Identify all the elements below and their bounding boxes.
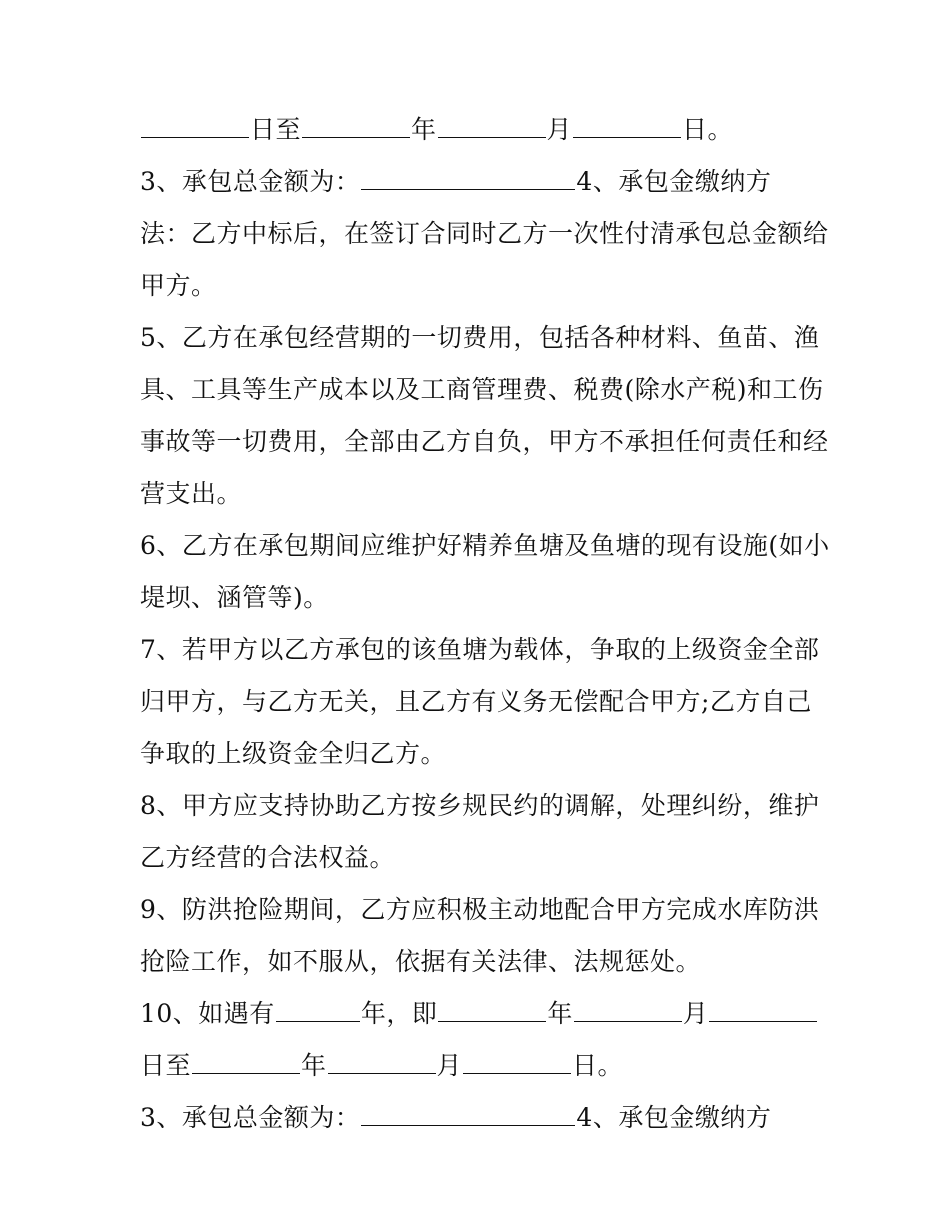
text-segment: 日。 xyxy=(682,115,734,144)
text-line: 堤坝、涵管等)。 xyxy=(140,583,329,612)
fill-blank xyxy=(302,115,410,138)
fill-blank xyxy=(438,115,546,138)
text-segment: 年，即 xyxy=(360,999,438,1028)
text-segment: 月 xyxy=(682,999,709,1028)
text-segment: 3、承包总金额为： xyxy=(140,167,361,196)
text-line: 争取的上级资金全归乙方。 xyxy=(140,739,447,768)
text-segment: 日至 xyxy=(140,1051,192,1080)
fill-blank xyxy=(192,1051,300,1074)
text-segment: 年 xyxy=(411,115,437,144)
text-line: 归甲方，与乙方无关，且乙方有义务无偿配合甲方;乙方自己 xyxy=(140,687,812,716)
text-line: 甲方。 xyxy=(140,271,217,300)
fill-blank xyxy=(573,115,681,138)
text-segment: 3、承包总金额为： xyxy=(140,1103,361,1132)
text-line xyxy=(140,1050,623,1082)
text-segment: 日。 xyxy=(572,1051,624,1080)
text-line: 事故等一切费用，全部由乙方自负，甲方不承担任何责任和经 xyxy=(140,427,829,456)
text-line: 具、工具等生产成本以及工商管理费、税费(除水产税)和工伤 xyxy=(140,375,824,404)
text-segment: 月 xyxy=(436,1051,463,1080)
text-line: 乙方经营的合法权益。 xyxy=(140,843,396,872)
text-line: 抢险工作，如不服从，依据有关法律、法规惩处。 xyxy=(140,947,702,976)
fill-blank xyxy=(463,1051,571,1074)
text-line: 8、甲方应支持协助乙方按乡规民约的调解，处理纠纷，维护 xyxy=(140,791,820,820)
text-line: 9、防洪抢险期间，乙方应积极主动地配合甲方完成水库防洪 xyxy=(140,895,820,924)
fill-blank xyxy=(328,1051,436,1074)
text-line xyxy=(140,998,818,1030)
text-line: 7、若甲方以乙方承包的该鱼塘为载体，争取的上级资金全部 xyxy=(140,635,820,664)
fill-blank xyxy=(141,115,249,138)
text-line xyxy=(140,166,771,198)
text-segment: 4、承包金缴纳方 xyxy=(576,1103,772,1132)
text-segment: 4、承包金缴纳方 xyxy=(576,167,772,196)
text-line: 法：乙方中标后，在签订合同时乙方一次性付清承包总金额给 xyxy=(140,219,829,248)
fill-blank xyxy=(574,999,682,1022)
fill-blank xyxy=(709,999,817,1022)
text-segment: 月 xyxy=(546,115,573,144)
text-line xyxy=(140,114,733,146)
text-line xyxy=(140,1102,771,1134)
fill-blank xyxy=(361,1103,575,1126)
fill-blank xyxy=(361,167,575,190)
text-segment: 10、如遇有 xyxy=(140,999,275,1028)
text-segment: 年 xyxy=(547,999,573,1028)
fill-blank xyxy=(276,999,360,1022)
fill-blank xyxy=(438,999,546,1022)
text-segment: 年 xyxy=(301,1051,327,1080)
text-line: 5、乙方在承包经营期的一切费用，包括各种材料、鱼苗、渔 xyxy=(140,323,820,352)
text-line: 6、乙方在承包期间应维护好精养鱼塘及鱼塘的现有设施(如小 xyxy=(140,531,830,560)
text-segment: 日至 xyxy=(250,115,302,144)
text-line: 营支出。 xyxy=(140,479,243,508)
